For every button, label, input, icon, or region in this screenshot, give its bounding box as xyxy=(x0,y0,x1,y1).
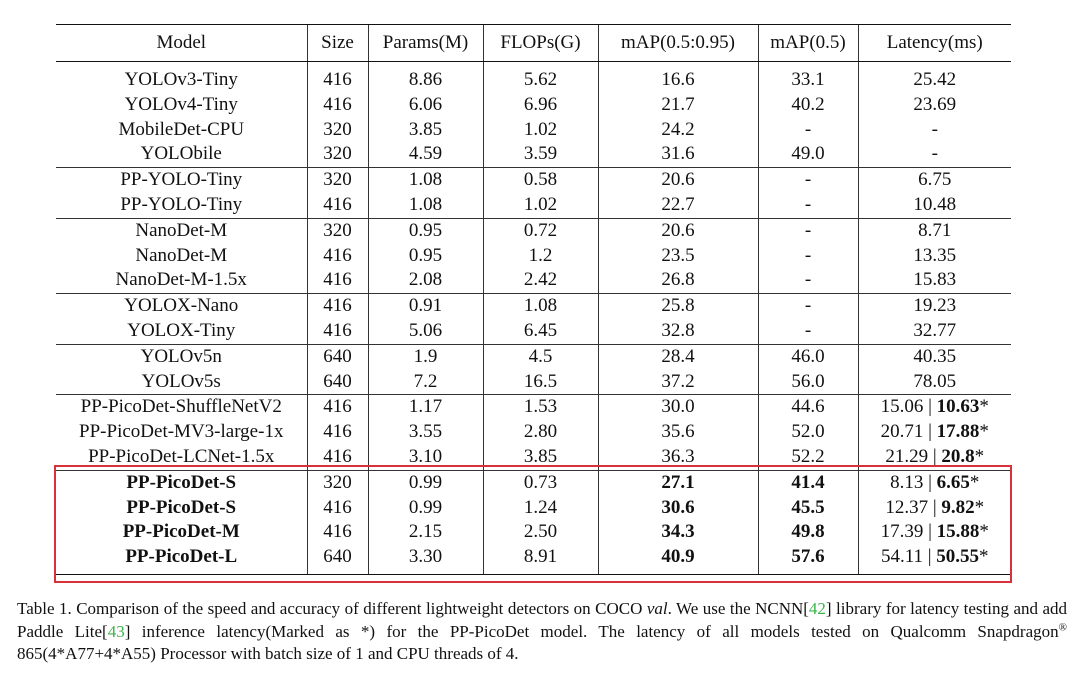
cell-map50: 40.2 xyxy=(758,93,858,118)
cell-map50: - xyxy=(758,218,858,243)
cell-map: 25.8 xyxy=(598,294,758,319)
cell-model: PP-YOLO-Tiny xyxy=(56,168,307,193)
cell-latency xyxy=(858,496,1011,521)
table-row xyxy=(56,370,1011,395)
cell-flops: 1.02 xyxy=(483,118,598,143)
cell-map50: - xyxy=(758,118,858,143)
cell-latency xyxy=(858,268,1011,293)
cell-params: 0.95 xyxy=(368,218,483,243)
cell-map: 31.6 xyxy=(598,142,758,167)
col-header-map: mAP(0.5:0.95) xyxy=(598,25,758,62)
cell-size: 640 xyxy=(307,545,368,574)
cell-flops: 1.2 xyxy=(483,244,598,269)
cell-map50: - xyxy=(758,268,858,293)
latency-ncnn: 21.29 xyxy=(885,445,929,467)
col-header-model: Model xyxy=(56,25,307,62)
latency-ncnn: 12.37 xyxy=(885,496,929,518)
cell-model: YOLOv5n xyxy=(56,344,307,369)
cell-size: 416 xyxy=(307,93,368,118)
cell-map: 36.3 xyxy=(598,445,758,470)
paddle-lite-star-mark: * xyxy=(979,421,989,443)
cell-map: 32.8 xyxy=(598,319,758,344)
cell-size: 416 xyxy=(307,496,368,521)
cell-map: 23.5 xyxy=(598,244,758,269)
table-row xyxy=(56,62,1011,93)
paddle-lite-star-mark: * xyxy=(969,471,980,493)
latency-separator: | xyxy=(923,521,937,543)
cell-model: PP-PicoDet-ShuffleNetV2 xyxy=(56,395,307,420)
cell-params: 3.10 xyxy=(368,445,483,470)
cell-latency xyxy=(858,370,1011,395)
cell-flops: 2.42 xyxy=(483,268,598,293)
latency-paddle-lite: 6.65 xyxy=(936,471,970,493)
cell-map50: - xyxy=(758,319,858,344)
cell-params: 5.06 xyxy=(368,319,483,344)
paddle-lite-star-mark: * xyxy=(974,445,985,467)
cell-size: 416 xyxy=(307,268,368,293)
cell-map50: 52.2 xyxy=(758,445,858,470)
cell-params: 1.9 xyxy=(368,344,483,369)
latency-ncnn: 19.23 xyxy=(913,295,957,317)
cell-params: 7.2 xyxy=(368,370,483,395)
cell-map50: 52.0 xyxy=(758,420,858,445)
cell-latency xyxy=(858,294,1011,319)
cell-model: PP-PicoDet-M xyxy=(122,521,240,543)
latency-paddle-lite: 9.82 xyxy=(941,496,975,518)
table-row xyxy=(56,420,1011,445)
caption-text-4: ] inference latency(Marked as *) for the PP-PicoDet model. The latency of all models tested on Qualcomm Snapdragon xyxy=(124,621,1059,641)
cell-size: 416 xyxy=(307,244,368,269)
cell-flops: 0.73 xyxy=(483,470,598,495)
table-row xyxy=(56,319,1011,344)
cell-params: 3.85 xyxy=(368,118,483,143)
cell-model: PP-YOLO-Tiny xyxy=(120,193,243,215)
cell-flops: 5.62 xyxy=(483,62,598,93)
caption-text-3: ] library for latency testing and add Paddle Lite[ xyxy=(17,599,1068,641)
cell-map50: 49.8 xyxy=(758,520,858,545)
col-header-size: Size xyxy=(307,25,368,62)
latency-ncnn: 25.42 xyxy=(913,69,957,90)
cell-map50: 49.0 xyxy=(758,142,858,167)
cell-params: 0.95 xyxy=(368,244,483,269)
latency-ncnn: 15.06 xyxy=(880,396,924,418)
cell-flops: 2.50 xyxy=(483,520,598,545)
table-row xyxy=(56,294,1011,319)
table-caption xyxy=(17,598,1067,666)
cell-model: YOLObile xyxy=(140,143,222,165)
cell-latency xyxy=(858,420,1011,445)
table-row xyxy=(56,118,1011,143)
cell-params: 8.86 xyxy=(368,62,483,93)
table-row xyxy=(56,244,1011,269)
caption-ref-ncnn[interactable]: 42 xyxy=(808,599,826,618)
paddle-lite-star-mark: * xyxy=(979,396,989,418)
cell-model: NanoDet-M xyxy=(135,244,228,266)
cell-flops: 3.85 xyxy=(483,445,598,470)
cell-map50: - xyxy=(758,168,858,193)
cell-model: YOLOX-Nano xyxy=(56,294,307,319)
cell-latency xyxy=(858,319,1011,344)
table-row xyxy=(56,545,1011,574)
cell-map: 26.8 xyxy=(598,268,758,293)
cell-flops: 4.5 xyxy=(483,344,598,369)
cell-flops: 1.53 xyxy=(483,395,598,420)
latency-ncnn: 8.71 xyxy=(918,219,952,241)
latency-ncnn: 8.13 xyxy=(890,471,924,493)
latency-ncnn: 78.05 xyxy=(913,370,957,392)
table-row xyxy=(56,168,1011,193)
cell-size: 416 xyxy=(307,420,368,445)
table-row xyxy=(56,445,1011,470)
cell-flops: 1.08 xyxy=(483,294,598,319)
cell-flops: 16.5 xyxy=(483,370,598,395)
cell-model: MobileDet-CPU xyxy=(118,118,245,140)
cell-map50: 46.0 xyxy=(758,344,858,369)
cell-map50: 44.6 xyxy=(758,395,858,420)
cell-model: PP-PicoDet-S xyxy=(56,470,307,495)
cell-latency xyxy=(858,193,1011,218)
cell-map50: 41.4 xyxy=(758,470,858,495)
col-header-latency: Latency(ms) xyxy=(858,25,1011,62)
col-header-params: Params(M) xyxy=(368,25,483,62)
paddle-lite-star-mark: * xyxy=(979,521,989,543)
cell-latency xyxy=(858,142,1011,167)
paddle-lite-star-mark: * xyxy=(974,496,985,518)
cell-size: 320 xyxy=(307,218,368,243)
cell-size: 640 xyxy=(307,370,368,395)
col-header-flops: FLOPs(G) xyxy=(483,25,598,62)
latency-separator: | xyxy=(923,471,937,493)
cell-model: PP-PicoDet-L xyxy=(56,545,307,574)
cell-params: 2.08 xyxy=(368,268,483,293)
latency-ncnn: 6.75 xyxy=(918,169,952,191)
cell-flops: 1.02 xyxy=(483,193,598,218)
latency-ncnn: - xyxy=(931,118,938,140)
cell-size: 416 xyxy=(307,445,368,470)
cell-params: 0.99 xyxy=(368,496,483,521)
cell-params: 3.55 xyxy=(368,420,483,445)
cell-params: 3.30 xyxy=(368,545,483,574)
latency-ncnn: 54.11 xyxy=(880,546,923,568)
cell-model: NanoDet-M-1.5x xyxy=(115,269,247,291)
results-table-container xyxy=(56,24,1011,575)
latency-ncnn: 10.48 xyxy=(913,193,957,215)
cell-map50: 33.1 xyxy=(758,62,858,93)
cell-map: 27.1 xyxy=(598,470,758,495)
cell-latency xyxy=(858,118,1011,143)
cell-map50: 45.5 xyxy=(758,496,858,521)
cell-latency xyxy=(858,445,1011,470)
cell-flops: 3.59 xyxy=(483,142,598,167)
cell-map50: 57.6 xyxy=(758,545,858,574)
cell-latency xyxy=(858,545,1011,574)
cell-params: 6.06 xyxy=(368,93,483,118)
cell-params: 1.08 xyxy=(368,193,483,218)
cell-latency xyxy=(858,470,1011,495)
cell-map: 40.9 xyxy=(598,545,758,574)
caption-val-italic: val xyxy=(646,599,668,618)
cell-map50: - xyxy=(758,244,858,269)
cell-map: 20.6 xyxy=(598,168,758,193)
cell-size: 416 xyxy=(307,294,368,319)
cell-model: PP-PicoDet-MV3-large-1x xyxy=(79,421,284,443)
latency-ncnn: 23.69 xyxy=(913,93,957,115)
caption-text-1: Table 1. Comparison of the speed and accuracy of different lightweight detectors on COCO xyxy=(17,599,647,618)
cell-size: 416 xyxy=(307,520,368,545)
paddle-lite-star-mark: * xyxy=(979,546,989,568)
cell-size: 320 xyxy=(307,118,368,143)
cell-model: NanoDet-M xyxy=(56,218,307,243)
table-row xyxy=(56,218,1011,243)
cell-params: 1.17 xyxy=(368,395,483,420)
cell-model: YOLOv4-Tiny xyxy=(124,93,238,115)
table-row xyxy=(56,470,1011,495)
table-row xyxy=(56,520,1011,545)
results-table xyxy=(56,24,1011,575)
cell-params: 1.08 xyxy=(368,168,483,193)
cell-model: PP-PicoDet-S xyxy=(126,496,237,518)
cell-latency xyxy=(858,344,1011,369)
cell-model: YOLOv5s xyxy=(141,370,221,392)
cell-map: 16.6 xyxy=(598,62,758,93)
latency-separator: | xyxy=(922,546,937,568)
cell-size: 320 xyxy=(307,168,368,193)
latency-separator: | xyxy=(928,496,942,518)
cell-latency xyxy=(858,62,1011,93)
cell-flops: 2.80 xyxy=(483,420,598,445)
latency-paddle-lite: 10.63 xyxy=(936,396,980,418)
col-header-map50: mAP(0.5) xyxy=(758,25,858,62)
cell-params: 0.99 xyxy=(368,470,483,495)
cell-size: 640 xyxy=(307,344,368,369)
latency-separator: | xyxy=(923,421,937,443)
table-body xyxy=(56,62,1011,575)
cell-map: 20.6 xyxy=(598,218,758,243)
cell-params: 4.59 xyxy=(368,142,483,167)
cell-params: 2.15 xyxy=(368,520,483,545)
caption-text-2: . We use the NCNN[ xyxy=(667,599,809,618)
caption-text-5: 865(4*A77+4*A55) Processor with batch size of 1 and CPU threads of 4. xyxy=(17,644,519,663)
latency-paddle-lite: 17.88 xyxy=(936,421,980,443)
cell-latency xyxy=(858,520,1011,545)
latency-paddle-lite: 20.8 xyxy=(941,445,975,467)
latency-ncnn: 15.83 xyxy=(913,269,957,291)
cell-latency xyxy=(858,168,1011,193)
table-row xyxy=(56,395,1011,420)
cell-size: 416 xyxy=(307,319,368,344)
cell-model: PP-PicoDet-LCNet-1.5x xyxy=(88,445,275,467)
cell-map50: - xyxy=(758,193,858,218)
table-row xyxy=(56,142,1011,167)
table-row xyxy=(56,268,1011,293)
latency-ncnn: 13.35 xyxy=(913,244,957,266)
cell-size: 416 xyxy=(307,193,368,218)
cell-model: YOLOX-Tiny xyxy=(127,319,236,341)
cell-latency xyxy=(858,218,1011,243)
cell-latency xyxy=(858,395,1011,420)
cell-map: 22.7 xyxy=(598,193,758,218)
cell-map50: - xyxy=(758,294,858,319)
cell-flops: 0.72 xyxy=(483,218,598,243)
cell-flops: 1.24 xyxy=(483,496,598,521)
cell-flops: 6.45 xyxy=(483,319,598,344)
table-row xyxy=(56,193,1011,218)
caption-ref-paddle-lite[interactable]: 43 xyxy=(107,621,125,641)
cell-map: 28.4 xyxy=(598,344,758,369)
cell-map50: 56.0 xyxy=(758,370,858,395)
latency-separator: | xyxy=(928,445,942,467)
cell-size: 416 xyxy=(307,62,368,93)
cell-params: 0.91 xyxy=(368,294,483,319)
latency-ncnn: 32.77 xyxy=(913,319,957,341)
cell-map: 37.2 xyxy=(598,370,758,395)
latency-ncnn: 20.71 xyxy=(880,421,924,443)
cell-size: 320 xyxy=(307,470,368,495)
cell-flops: 0.58 xyxy=(483,168,598,193)
cell-map: 24.2 xyxy=(598,118,758,143)
cell-map: 35.6 xyxy=(598,420,758,445)
table-row xyxy=(56,93,1011,118)
cell-map: 21.7 xyxy=(598,93,758,118)
cell-map: 34.3 xyxy=(598,520,758,545)
table-row xyxy=(56,344,1011,369)
cell-map: 30.0 xyxy=(598,395,758,420)
cell-flops: 8.91 xyxy=(483,545,598,574)
cell-size: 320 xyxy=(307,142,368,167)
table-row xyxy=(56,496,1011,521)
latency-ncnn: - xyxy=(931,143,938,165)
latency-ncnn: 40.35 xyxy=(913,345,957,367)
cell-latency xyxy=(858,244,1011,269)
cell-map: 30.6 xyxy=(598,496,758,521)
latency-paddle-lite: 15.88 xyxy=(936,521,980,543)
caption-registered-mark: ® xyxy=(1058,620,1067,633)
latency-paddle-lite: 50.55 xyxy=(936,546,980,568)
cell-model: YOLOv3-Tiny xyxy=(124,69,238,90)
table-header-row xyxy=(56,25,1011,62)
cell-flops: 6.96 xyxy=(483,93,598,118)
latency-ncnn: 17.39 xyxy=(880,521,924,543)
cell-size: 416 xyxy=(307,395,368,420)
latency-separator: | xyxy=(923,396,937,418)
cell-latency xyxy=(858,93,1011,118)
